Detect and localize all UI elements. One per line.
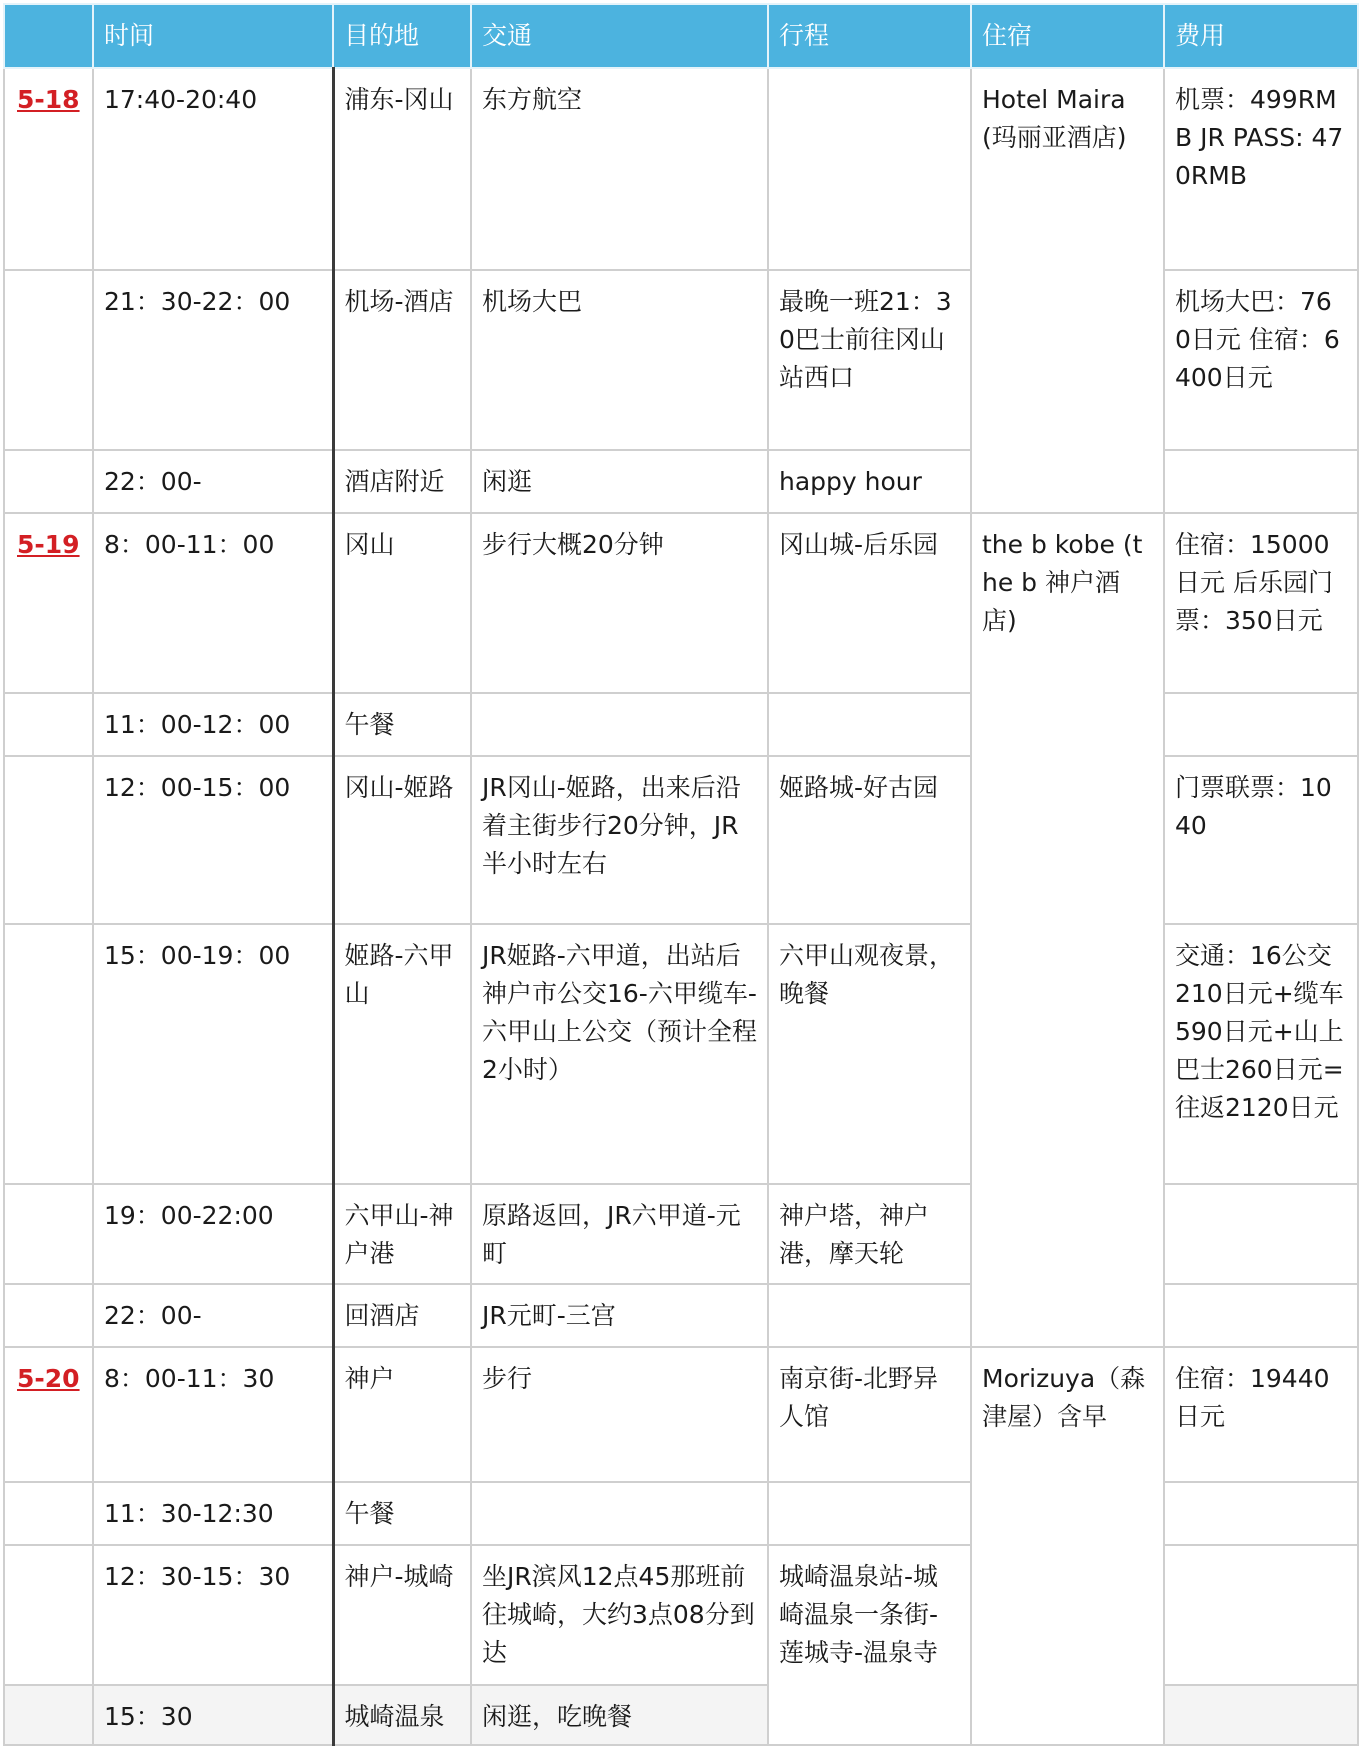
destination-cell: 神户 (333, 1347, 471, 1482)
table-row (4, 1347, 1358, 1482)
cost-cell (1164, 1685, 1358, 1745)
transport-cell (471, 693, 768, 756)
day-date (4, 1184, 93, 1284)
itinerary-cell: 六甲山观夜景，晚餐 (768, 924, 971, 1184)
destination-cell: 神户-城崎 (333, 1545, 471, 1685)
day-date (4, 450, 93, 513)
header-destination: 目的地 (333, 4, 471, 68)
itinerary-cell (768, 1482, 971, 1545)
cost-cell (1164, 1545, 1358, 1685)
destination-cell: 午餐 (333, 693, 471, 756)
header-cost: 费用 (1164, 4, 1358, 68)
cost-cell: 机票：499RMB JR PASS: 470RMB (1164, 68, 1358, 270)
header-time: 时间 (93, 4, 333, 68)
table-row (4, 513, 1358, 693)
itinerary-cell: 神户塔，神户港，摩天轮 (768, 1184, 971, 1284)
itinerary-cell: 冈山城-后乐园 (768, 513, 971, 693)
day-date (4, 693, 93, 756)
cost-cell (1164, 1284, 1358, 1347)
transport-cell: 步行 (471, 1347, 768, 1482)
itinerary-cell (768, 68, 971, 270)
time-cell: 15：30 (93, 1685, 333, 1745)
transport-cell: 原路返回，JR六甲道-元町 (471, 1184, 768, 1284)
cost-cell: 门票联票：1040 (1164, 756, 1358, 924)
day-date: 5-18 (4, 68, 93, 270)
day-date (4, 1545, 93, 1685)
cost-cell: 机场大巴：760日元 住宿：6400日元 (1164, 270, 1358, 450)
header-row (4, 4, 1358, 68)
destination-cell: 机场-酒店 (333, 270, 471, 450)
lodging-cell: Hotel Maira (玛丽亚酒店) (971, 68, 1164, 513)
itinerary-cell: happy hour (768, 450, 971, 513)
time-cell: 8：00-11：30 (93, 1347, 333, 1482)
day-date (4, 1284, 93, 1347)
itinerary-cell: 姬路城-好古园 (768, 756, 971, 924)
cost-cell (1164, 1184, 1358, 1284)
header-itinerary: 行程 (768, 4, 971, 68)
transport-cell (471, 1482, 768, 1545)
time-cell: 22：00- (93, 450, 333, 513)
destination-cell: 酒店附近 (333, 450, 471, 513)
day-date (4, 924, 93, 1184)
table-row (4, 68, 1358, 270)
time-cell: 22：00- (93, 1284, 333, 1347)
day-date: 5-20 (4, 1347, 93, 1482)
time-cell: 15：00-19：00 (93, 924, 333, 1184)
destination-cell: 冈山-姬路 (333, 756, 471, 924)
day-date (4, 1482, 93, 1545)
time-cell: 8：00-11：00 (93, 513, 333, 693)
itinerary-cell: 最晚一班21：30巴士前往冈山站西口 (768, 270, 971, 450)
transport-cell: 坐JR滨风12点45那班前往城崎，大约3点08分到达 (471, 1545, 768, 1685)
destination-cell: 城崎温泉 (333, 1685, 471, 1745)
time-cell: 12：30-15：30 (93, 1545, 333, 1685)
day-date (4, 270, 93, 450)
transport-cell: 闲逛，吃晚餐 (471, 1685, 768, 1745)
cost-cell: 住宿：15000日元 后乐园门票：350日元 (1164, 513, 1358, 693)
transport-cell: 东方航空 (471, 68, 768, 270)
transport-cell: JR元町-三宫 (471, 1284, 768, 1347)
itinerary-cell: 城崎温泉站-城崎温泉一条街-莲城寺-温泉寺 (768, 1545, 971, 1745)
header-date (4, 4, 93, 68)
transport-cell: 步行大概20分钟 (471, 513, 768, 693)
cost-cell: 交通：16公交210日元+缆车590日元+山上巴士260日元=往返2120日元 (1164, 924, 1358, 1184)
day-date (4, 1685, 93, 1745)
cost-cell (1164, 450, 1358, 513)
itinerary-cell: 南京街-北野异人馆 (768, 1347, 971, 1482)
day-date (4, 756, 93, 924)
destination-cell: 浦东-冈山 (333, 68, 471, 270)
header-lodging: 住宿 (971, 4, 1164, 68)
time-cell: 11：00-12：00 (93, 693, 333, 756)
lodging-cell: the b kobe (the b 神户酒店) (971, 513, 1164, 1347)
itinerary-cell (768, 1284, 971, 1347)
transport-cell: JR姬路-六甲道，出站后神户市公交16-六甲缆车-六甲山上公交（预计全程2小时） (471, 924, 768, 1184)
time-cell: 21：30-22：00 (93, 270, 333, 450)
time-cell: 17:40-20:40 (93, 68, 333, 270)
itinerary-cell (768, 693, 971, 756)
transport-cell: 机场大巴 (471, 270, 768, 450)
cost-cell (1164, 1482, 1358, 1545)
cost-cell (1164, 693, 1358, 756)
time-cell: 19：00-22:00 (93, 1184, 333, 1284)
destination-cell: 冈山 (333, 513, 471, 693)
transport-cell: 闲逛 (471, 450, 768, 513)
time-cell: 12：00-15：00 (93, 756, 333, 924)
day-date: 5-19 (4, 513, 93, 693)
itinerary-table (3, 3, 1359, 1746)
destination-cell: 姬路-六甲山 (333, 924, 471, 1184)
cost-cell: 住宿：19440日元 (1164, 1347, 1358, 1482)
transport-cell: JR冈山-姬路，出来后沿着主街步行20分钟，JR半小时左右 (471, 756, 768, 924)
time-cell: 11：30-12:30 (93, 1482, 333, 1545)
destination-cell: 回酒店 (333, 1284, 471, 1347)
lodging-cell: Morizuya（森津屋）含早 (971, 1347, 1164, 1745)
destination-cell: 午餐 (333, 1482, 471, 1545)
header-transport: 交通 (471, 4, 768, 68)
destination-cell: 六甲山-神户港 (333, 1184, 471, 1284)
